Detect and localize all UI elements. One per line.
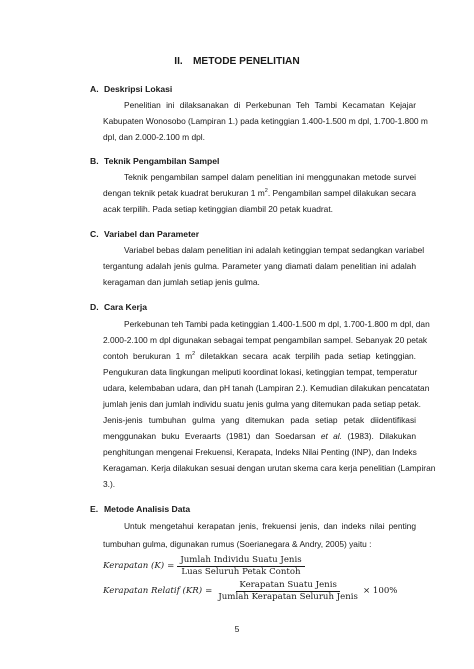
section-heading-d — [90, 303, 147, 312]
section-title: Teknik Pengambilan Sampel — [104, 156, 220, 166]
paragraph-line — [103, 432, 416, 440]
paragraph-line — [103, 189, 416, 197]
superscript: 2 — [192, 351, 196, 358]
section-heading-a — [90, 85, 172, 94]
section-heading-c — [90, 230, 199, 239]
line-segment: contoh berukuran 1 m — [103, 351, 193, 361]
line-segment: (1983). Dilakukan — [341, 431, 416, 441]
paragraph-line: jumlah jenis dan jumlah individu suatu jenis gulma yang ditemukan pada setiap petak. — [103, 399, 421, 409]
fraction-denominator: Jumlah Kerapatan Seluruh Jenis — [218, 591, 358, 602]
paragraph-line: Variabel bebas dalam penelitian ini adalah ketinggian tempat sedangkan variabel — [124, 245, 425, 255]
fraction-numerator: Jumlah Individu Suatu Jenis — [177, 556, 304, 567]
paragraph-line: dpl, dan 2.000-2.100 m dpl. — [103, 132, 205, 142]
paragraph-line: penghitungan mengenai Frekuensi, Kerapata, Indeks Nilai Penting (INP), dan Indeks — [103, 447, 417, 457]
paragraph-line: Teknik pengambilan sampel dalam penelitian ini menggunakan metode survei — [124, 172, 416, 182]
line-segment: menggunakan buku Everaarts (1981) dan Soedarsan — [103, 431, 321, 441]
paragraph-line: 3.). — [103, 479, 116, 489]
section-title: Cara Kerja — [104, 302, 147, 312]
paragraph-line: Untuk mengetahui kerapatan jenis, frekuensi jenis, dan indeks nilai penting — [124, 521, 416, 531]
paragraph-line: Pengukuran data lingkungan meliputi koordinat lokasi, ketinggian tempat, temperatur — [103, 367, 418, 377]
formula-lhs: Kerapatan (K) — [103, 560, 165, 571]
superscript: 2 — [264, 188, 268, 195]
paragraph-line: Perkebunan teh Tambi pada ketinggian 1.400-1.500 m dpl, 1.700-1.800 m dpl, dan — [124, 319, 430, 329]
formula-kerapatan-relatif — [103, 581, 397, 601]
equals-sign: = — [167, 560, 175, 571]
fraction-denominator: Luas Seluruh Petak Contoh — [181, 566, 301, 577]
paragraph-line: keragaman dan jumlah setiap jenis gulma. — [103, 277, 260, 287]
paragraph-line: Penelitian ini dilaksanakan di Perkebunan Teh Tambi Kecamatan Kejajar — [124, 100, 416, 110]
paragraph-line: Jenis-jenis tumbuhan gulma yang ditemukan pada setiap petak diidentifikasi — [103, 415, 416, 425]
section-letter: D. — [90, 302, 99, 312]
formula-lhs: Kerapatan Relatif (KR) — [103, 585, 203, 596]
section-heading-e — [90, 505, 190, 514]
paragraph-line: tumbuhan gulma, digunakan rumus (Soerianegara & Andry, 2005) yaitu : — [103, 539, 372, 549]
section-title: Metode Analisis Data — [104, 504, 191, 514]
chapter-title: II. METODE PENELITIAN — [174, 56, 300, 67]
formula-kerapatan — [103, 556, 305, 576]
paragraph-line: Keragaman. Kerja dilakukan sesuai dengan urutan skema cara kerja penelitian (Lampiran — [103, 463, 436, 473]
fraction-numerator: Kerapatan Suatu Jenis — [236, 581, 339, 592]
section-title: Variabel dan Parameter — [104, 229, 200, 239]
italic-term: et al. — [320, 431, 342, 441]
paragraph-line: acak terpilih. Pada setiap ketinggian diambil 20 petak kuadrat. — [103, 204, 333, 214]
section-letter: C. — [90, 229, 99, 239]
line-segment: diletakkan secara acak terpilih pada setiap ketinggian. — [195, 351, 416, 361]
section-letter: B. — [90, 156, 99, 166]
paragraph-line: Kabupaten Wonosobo (Lampiran 1.) pada ketinggian 1.400-1.500 m dpl, 1.700-1.800 m — [103, 116, 428, 126]
section-heading-b — [90, 157, 219, 166]
line-segment: dengan teknik petak kuadrat berukuran 1 m — [103, 188, 265, 198]
paragraph-line: tergantung adalah jenis gulma. Parameter yang diamati dalam penelitian ini adalah — [103, 261, 416, 271]
paragraph-line — [103, 352, 416, 360]
fraction — [215, 581, 361, 601]
fraction — [177, 556, 304, 576]
section-letter: E. — [90, 504, 99, 514]
formula-multiplier: × 100% — [362, 585, 398, 596]
line-segment: . Pengambilan sampel dilakukan secara — [267, 188, 417, 198]
paragraph-line: udara, kelembaban udara, dan pH tanah (Lampiran 2.). Kemudian dilakukan pencatatan — [103, 383, 430, 393]
paragraph-line: 2.000-2.100 m dpl digunakan sebagai tempat pengambilan sampel. Sebanyak 20 petak — [103, 335, 428, 345]
section-title: Deskripsi Lokasi — [104, 84, 173, 94]
section-letter: A. — [90, 84, 99, 94]
equals-sign: = — [205, 585, 213, 596]
page-number: 5 — [234, 624, 240, 634]
